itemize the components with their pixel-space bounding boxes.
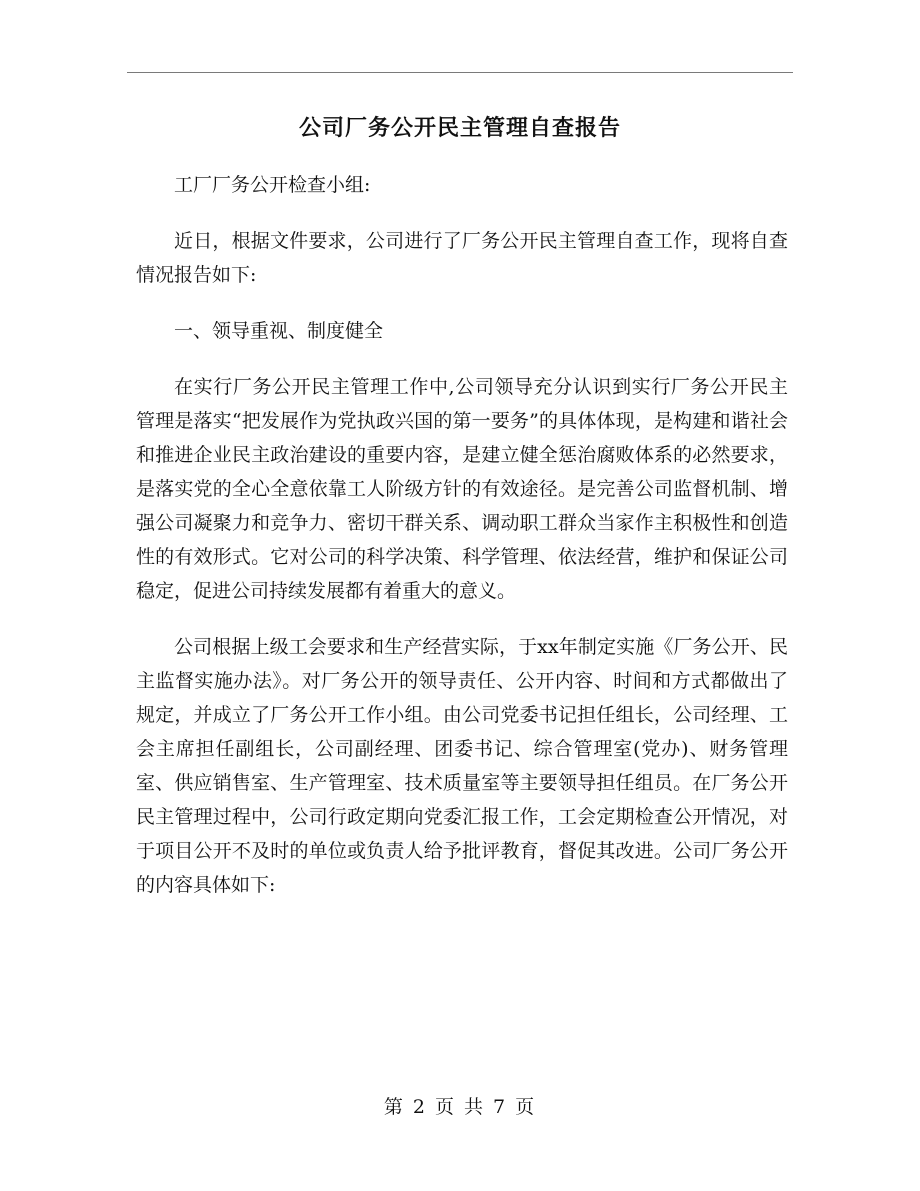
body-paragraph: 公司根据上级工会要求和生产经营实际，于xx年制定实施《厂务公开、民主监督实施办法》。对厂务公开的领导责任、公开内容、时间和方式都做出了规定，并成立了厂务公开工作小组。由公司党委书记担任组长，公司经理、工会主席担任副组长，公司副经理、团委书记、综合管理室(党办)、财务管理室、供应销售室、生产管理室、技术质量室等主要领导担任组员。在厂务公开民主管理过程中，公司行政定期向党委汇报工作，工会定期检查公开情况，对于项目公开不及时的单位或负责人给予批评教育，督促其改进。公司厂务公开的内容具体如下: bbox=[136, 636, 788, 896]
body-paragraph: 在实行厂务公开民主管理工作中,公司领导充分认识到实行厂务公开民主管理是落实“把发展作为党执政兴国的第一要务”的具体体现，是构建和谐社会和推进企业民主政治建设的重要内容，是建立健全惩治腐败体系的必然要求，是落实党的全心全意依靠工人阶级方针的有效途径。是完善公司监督机制、增强公司凝聚力和竞争力、密切干群关系、调动职工群众当家作主积极性和创造性的有效形式。它对公司的科学决策、科学管理、依法经营，维护和保证公司稳定，促进公司持续发展都有着重大的意义。 bbox=[136, 376, 788, 602]
intro-paragraph: 近日，根据文件要求，公司进行了厂务公开民主管理自查工作，现将自查情况报告如下: bbox=[136, 230, 788, 286]
header-rule bbox=[127, 72, 793, 73]
salutation: 工厂厂务公开检查小组: bbox=[174, 174, 371, 196]
section-heading: 一、领导重视、制度健全 bbox=[174, 320, 384, 342]
document-body bbox=[136, 168, 788, 924]
page-number: 第 2 页 共 7 页 bbox=[383, 1096, 537, 1118]
document-title: 公司厂务公开民主管理自查报告 bbox=[298, 115, 621, 141]
